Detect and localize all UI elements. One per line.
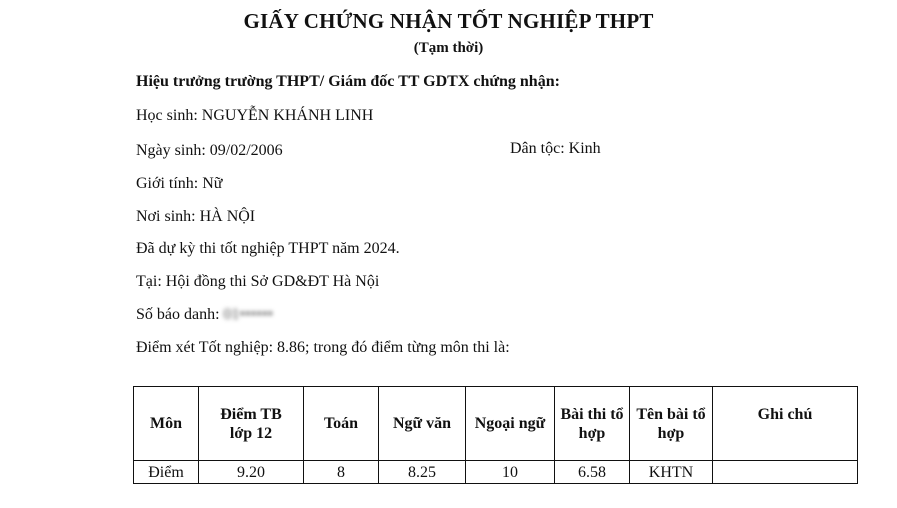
header-ghichu: Ghi chú [713, 387, 858, 461]
date-of-birth-line: Ngày sinh: 09/02/2006 [136, 142, 283, 159]
cell-ghichu [713, 461, 858, 484]
cell-ngoaingu: 10 [466, 461, 555, 484]
cell-combo: 6.58 [555, 461, 630, 484]
header-ngoaingu: Ngoại ngữ [466, 387, 555, 461]
cell-gpa: 9.20 [199, 461, 304, 484]
cell-toan: 8 [304, 461, 379, 484]
cell-nguvan: 8.25 [379, 461, 466, 484]
issuer-line: Hiệu trưởng trường THPT/ Giám đốc TT GDTX chứng nhận: [136, 73, 560, 90]
exam-line: Đã dự kỳ thi tốt nghiệp THPT năm 2024. [136, 240, 400, 257]
candidate-number-line [136, 306, 273, 324]
student-name-line: Học sinh: NGUYỄN KHÁNH LINH [136, 107, 374, 124]
score-summary-line: Điểm xét Tốt nghiệp: 8.86; trong đó điểm từng môn thi là: [136, 339, 510, 356]
certificate-title: GIẤY CHỨNG NHẬN TỐT NGHIỆP THPT [243, 9, 654, 33]
header-nguvan: Ngữ văn [379, 387, 466, 461]
table-row [134, 461, 858, 484]
header-mon: Môn [134, 387, 199, 461]
birthplace-line: Nơi sinh: HÀ NỘI [136, 208, 256, 225]
header-combo: Bài thi tổ hợp [555, 387, 630, 461]
gender-line: Giới tính: Nữ [136, 175, 223, 192]
header-combo-name: Tên bài tổ hợp [630, 387, 713, 461]
header-gpa: Điểm TB lớp 12 [199, 387, 304, 461]
cell-combo-name: KHTN [630, 461, 713, 484]
score-table [133, 386, 858, 484]
certificate-subtitle: (Tạm thời) [413, 40, 484, 56]
row-label: Điểm [134, 461, 199, 484]
candidate-number-label: Số báo danh: [136, 306, 224, 323]
candidate-number-redacted: 01•••••• [223, 306, 274, 323]
header-toan: Toán [304, 387, 379, 461]
table-header-row [134, 387, 858, 461]
ethnicity-line: Dân tộc: Kinh [510, 140, 601, 157]
venue-line: Tại: Hội đồng thi Sở GD&ĐT Hà Nội [136, 273, 380, 290]
